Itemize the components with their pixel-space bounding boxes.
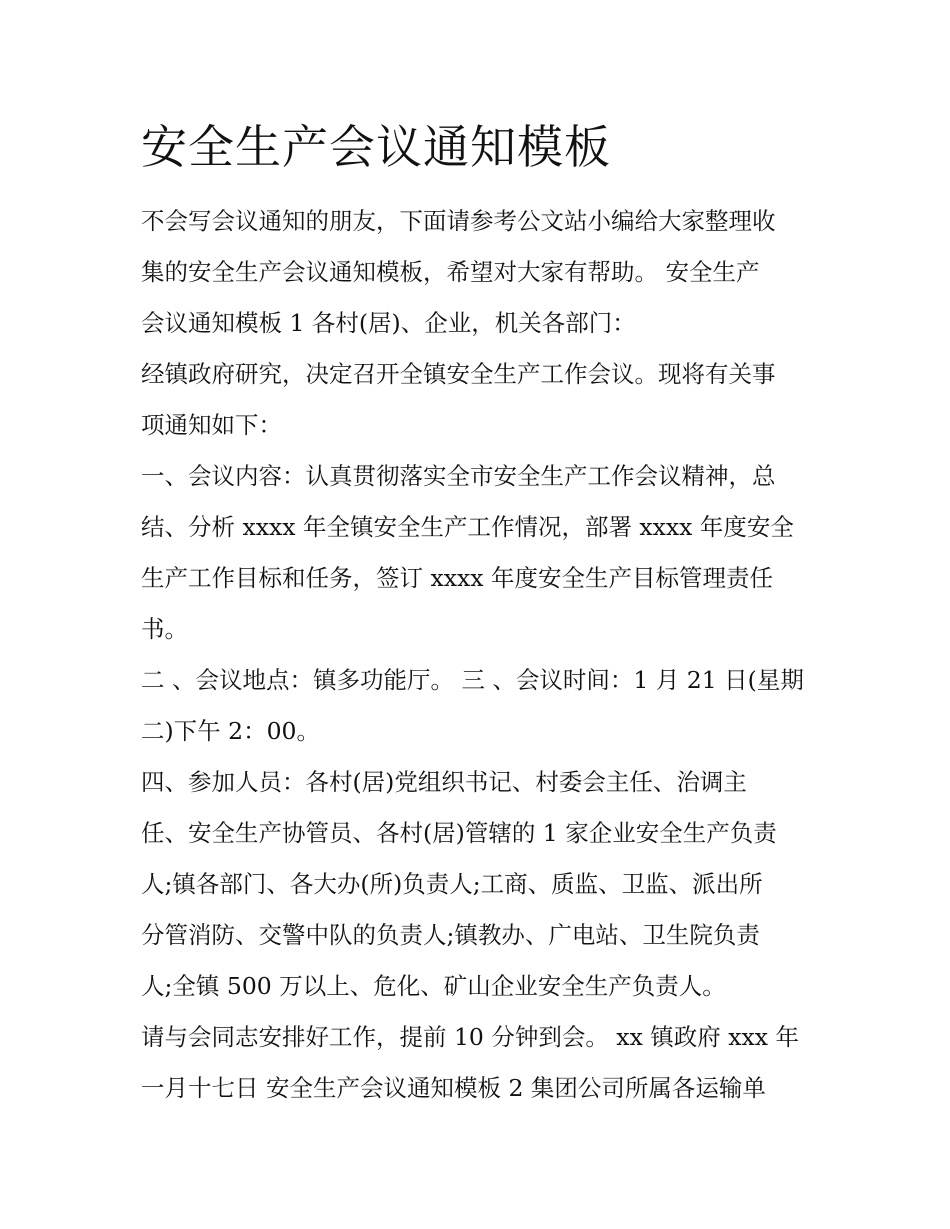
body-line-17: 请与会同志安排好工作，提前 10 分钟到会。 xx 镇政府 xxx 年 [141,1023,799,1051]
body-line-7: 结、分析 xxxx 年全镇安全生产工作情况，部署 xxxx 年度安全 [141,513,794,541]
body-line-10: 二 、会议地点：镇多功能厅。 三 、会议时间：1 月 21 日(星期 [141,666,804,694]
document-title: 安全生产会议通知模板 [141,120,611,174]
body-line-4: 经镇政府研究，决定召开全镇安全生产工作会议。现将有关事 [141,360,776,388]
body-line-8: 生产工作目标和任务，签订 xxxx 年度安全生产目标管理责任 [141,564,773,592]
body-line-5: 项通知如下： [141,411,282,439]
body-line-2: 集的安全生产会议通知模板，希望对大家有帮助。 安全生产 [141,258,760,286]
body-line-15: 分管消防、交警中队的负责人;镇教办、广电站、卫生院负责 [141,921,760,949]
body-line-13: 任、安全生产协管员、各村(居)管辖的 1 家企业安全生产负责 [141,819,777,847]
body-line-6: 一、会议内容：认真贯彻落实全市安全生产工作会议精神，总 [141,462,776,490]
body-line-9: 书。 [141,615,188,643]
body-line-1: 不会写会议通知的朋友，下面请参考公文站小编给大家整理收 [141,207,776,235]
body-line-3: 会议通知模板 1 各村(居)、企业，机关各部门： [141,309,636,337]
body-line-14: 人;镇各部门、各大办(所)负责人;工商、质监、卫监、派出所 [141,870,763,898]
document-body [141,196,821,1114]
body-line-18: 一月十七日 安全生产会议通知模板 2 集团公司所属各运输单 [141,1074,766,1102]
body-line-11: 二)下午 2：00。 [141,717,320,745]
body-line-12: 四、参加人员：各村(居)党组织书记、村委会主任、治调主 [141,768,747,796]
body-line-16: 人;全镇 500 万以上、危化、矿山企业安全生产负责人。 [141,972,726,1000]
